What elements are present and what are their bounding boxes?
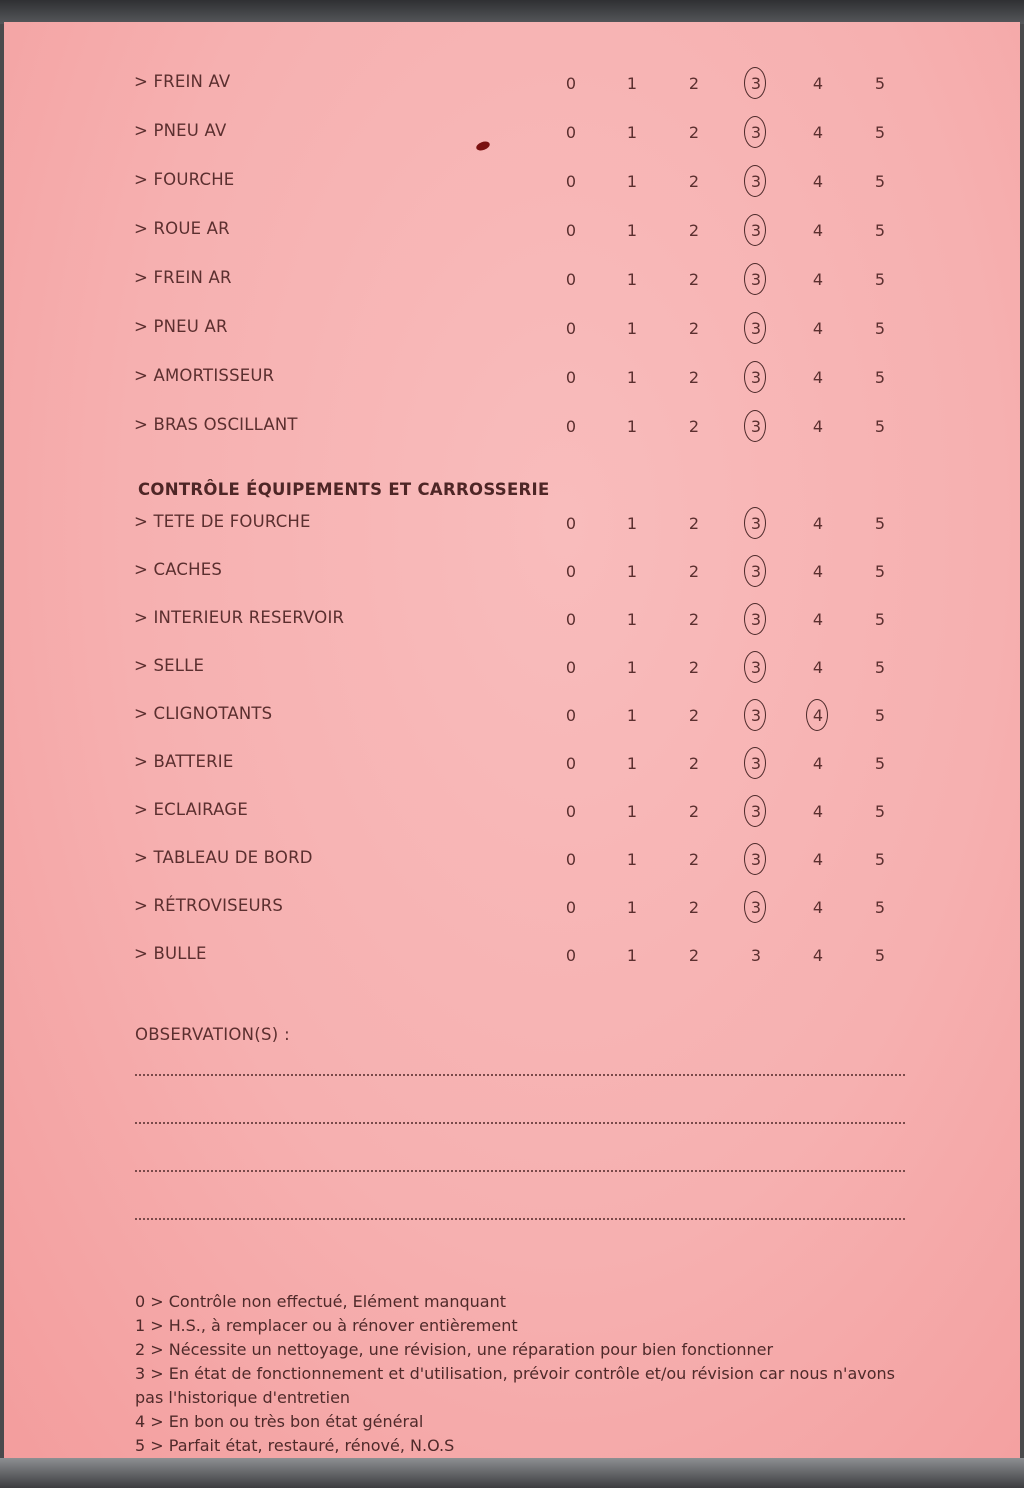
inspection-row [4, 360, 1020, 394]
score-option[interactable]: 1 [626, 514, 638, 533]
score-option[interactable]: 1 [626, 802, 638, 821]
inspection-row [4, 213, 1020, 247]
score-option[interactable]: 0 [565, 706, 577, 725]
inspection-row [4, 650, 1020, 684]
score-option[interactable]: 1 [626, 754, 638, 773]
score-option[interactable]: 5 [874, 221, 886, 240]
score-option[interactable]: 4 [812, 754, 824, 773]
inspection-row [4, 409, 1020, 443]
inspection-item-label: > SELLE [134, 656, 205, 675]
score-option[interactable]: 5 [874, 562, 886, 581]
score-option[interactable]: 3 [750, 946, 762, 965]
score-option[interactable]: 5 [874, 706, 886, 725]
score-circled[interactable]: 3 [743, 221, 769, 240]
observation-line [135, 1122, 905, 1124]
observation-line [135, 1170, 905, 1172]
score-circled[interactable]: 4 [805, 706, 831, 725]
score-option[interactable]: 0 [565, 270, 577, 289]
score-option[interactable]: 2 [688, 658, 700, 677]
score-option[interactable]: 2 [688, 417, 700, 436]
inspection-item-label: > BRAS OSCILLANT [134, 415, 298, 434]
score-option[interactable]: 2 [688, 898, 700, 917]
inspection-row [4, 164, 1020, 198]
score-option[interactable]: 1 [626, 658, 638, 677]
inspection-row [4, 794, 1020, 828]
section-title: CONTRÔLE ÉQUIPEMENTS ET CARROSSERIE [138, 480, 550, 499]
inspection-item-label: > ECLAIRAGE [134, 800, 248, 819]
score-option[interactable]: 5 [874, 514, 886, 533]
score-option[interactable]: 0 [565, 123, 577, 142]
score-option[interactable]: 2 [688, 368, 700, 387]
inspection-item-label: > ROUE AR [134, 219, 230, 238]
score-option[interactable]: 1 [626, 706, 638, 725]
score-option[interactable]: 4 [812, 850, 824, 869]
inspection-item-label: > BULLE [134, 944, 207, 963]
score-option[interactable]: 0 [565, 319, 577, 338]
score-option[interactable]: 5 [874, 610, 886, 629]
score-option[interactable]: 1 [626, 562, 638, 581]
score-option[interactable]: 0 [565, 562, 577, 581]
score-option[interactable]: 1 [626, 417, 638, 436]
score-circled[interactable]: 3 [743, 658, 769, 677]
score-option[interactable]: 5 [874, 898, 886, 917]
score-option[interactable]: 1 [626, 74, 638, 93]
score-option[interactable]: 4 [812, 319, 824, 338]
score-circled[interactable]: 3 [743, 172, 769, 191]
score-option[interactable]: 4 [812, 898, 824, 917]
score-option[interactable]: 2 [688, 754, 700, 773]
legend-item: 1 > H.S., à remplacer ou à rénover entièrement [135, 1316, 518, 1335]
score-circled[interactable]: 3 [743, 562, 769, 581]
score-circled[interactable]: 3 [743, 754, 769, 773]
score-option[interactable]: 0 [565, 417, 577, 436]
score-circled[interactable]: 3 [743, 74, 769, 93]
score-option[interactable]: 1 [626, 172, 638, 191]
inspection-row [4, 554, 1020, 588]
score-circled[interactable]: 3 [743, 802, 769, 821]
score-circled[interactable]: 3 [743, 610, 769, 629]
score-option[interactable]: 4 [812, 123, 824, 142]
legend-item: 0 > Contrôle non effectué, Elément manquant [135, 1292, 506, 1311]
score-option[interactable]: 0 [565, 802, 577, 821]
score-circled[interactable]: 3 [743, 850, 769, 869]
inspection-item-label: > RÉTROVISEURS [134, 896, 284, 915]
score-option[interactable]: 2 [688, 802, 700, 821]
score-option[interactable]: 0 [565, 754, 577, 773]
scanner-edge-bottom [0, 1458, 1024, 1488]
score-option[interactable]: 1 [626, 850, 638, 869]
scanner-edge-top [0, 0, 1024, 24]
inspection-row [4, 66, 1020, 100]
inspection-item-label: > FOURCHE [134, 170, 235, 189]
score-option[interactable]: 4 [812, 270, 824, 289]
score-circled[interactable]: 3 [743, 123, 769, 142]
score-option[interactable]: 5 [874, 123, 886, 142]
score-option[interactable]: 4 [812, 221, 824, 240]
score-option[interactable]: 2 [688, 514, 700, 533]
score-option[interactable]: 0 [565, 898, 577, 917]
inspection-item-label: > CLIGNOTANTS [134, 704, 273, 723]
score-circled[interactable]: 3 [743, 368, 769, 387]
score-option[interactable]: 2 [688, 706, 700, 725]
score-option[interactable]: 1 [626, 319, 638, 338]
inspection-row [4, 746, 1020, 780]
score-option[interactable]: 1 [626, 123, 638, 142]
legend-item: 3 > En état de fonctionnement et d'utilisation, prévoir contrôle et/ou révision car nous n'avons pas l'historique d'entretien [135, 1364, 895, 1407]
score-option[interactable]: 0 [565, 658, 577, 677]
inspection-row [4, 311, 1020, 345]
inspection-row [4, 890, 1020, 924]
legend-item: 2 > Nécessite un nettoyage, une révision, une réparation pour bien fonctionner [135, 1340, 774, 1359]
inspection-item-label: > FREIN AV [134, 72, 231, 91]
inspection-row [4, 115, 1020, 149]
inspection-row [4, 506, 1020, 540]
score-option[interactable]: 5 [874, 754, 886, 773]
score-option[interactable]: 4 [812, 562, 824, 581]
score-option[interactable]: 5 [874, 319, 886, 338]
inspection-item-label: > INTERIEUR RESERVOIR [134, 608, 345, 627]
score-option[interactable]: 1 [626, 221, 638, 240]
inspection-row [4, 262, 1020, 296]
score-circled[interactable]: 3 [743, 319, 769, 338]
inspection-row [4, 602, 1020, 636]
score-option[interactable]: 2 [688, 610, 700, 629]
score-option[interactable]: 1 [626, 946, 638, 965]
inspection-item-label: > TETE DE FOURCHE [134, 512, 311, 531]
inspection-item-label: > CACHES [134, 560, 223, 579]
score-option[interactable]: 5 [874, 802, 886, 821]
score-circled[interactable]: 3 [743, 706, 769, 725]
score-option[interactable]: 4 [812, 610, 824, 629]
observation-line [135, 1074, 905, 1076]
score-option[interactable]: 4 [812, 417, 824, 436]
score-option[interactable]: 2 [688, 74, 700, 93]
score-circled[interactable]: 3 [743, 898, 769, 917]
score-option[interactable]: 4 [812, 946, 824, 965]
score-option[interactable]: 2 [688, 172, 700, 191]
inspection-item-label: > TABLEAU DE BORD [134, 848, 313, 867]
score-option[interactable]: 0 [565, 514, 577, 533]
score-option[interactable]: 2 [688, 946, 700, 965]
score-option[interactable]: 1 [626, 368, 638, 387]
inspection-row [4, 842, 1020, 876]
score-option[interactable]: 5 [874, 417, 886, 436]
legend-item: 4 > En bon ou très bon état général [135, 1412, 424, 1431]
score-option[interactable]: 2 [688, 319, 700, 338]
observation-title: OBSERVATION(S) : [135, 1025, 290, 1044]
score-option[interactable]: 1 [626, 270, 638, 289]
score-option[interactable]: 4 [812, 802, 824, 821]
inspection-item-label: > PNEU AV [134, 121, 227, 140]
score-option[interactable]: 0 [565, 221, 577, 240]
score-option[interactable]: 5 [874, 946, 886, 965]
score-option[interactable]: 0 [565, 946, 577, 965]
inspection-row [4, 698, 1020, 732]
inspection-item-label: > AMORTISSEUR [134, 366, 275, 385]
inspection-item-label: > BATTERIE [134, 752, 234, 771]
inspection-sheet [4, 22, 1020, 1460]
rating-legend [135, 1290, 895, 1458]
inspection-item-label: > FREIN AR [134, 268, 232, 287]
score-option[interactable]: 4 [812, 172, 824, 191]
score-option[interactable]: 4 [812, 368, 824, 387]
score-option[interactable]: 4 [812, 514, 824, 533]
score-circled[interactable]: 3 [743, 514, 769, 533]
score-option[interactable]: 2 [688, 850, 700, 869]
score-option[interactable]: 0 [565, 74, 577, 93]
score-option[interactable]: 2 [688, 562, 700, 581]
score-option[interactable]: 5 [874, 74, 886, 93]
observation-line [135, 1218, 905, 1220]
legend-item: 5 > Parfait état, restauré, rénové, N.O.S [135, 1436, 455, 1455]
score-option[interactable]: 0 [565, 610, 577, 629]
score-option[interactable]: 5 [874, 368, 886, 387]
score-option[interactable]: 2 [688, 270, 700, 289]
score-option[interactable]: 1 [626, 610, 638, 629]
score-option[interactable]: 1 [626, 898, 638, 917]
score-option[interactable]: 0 [565, 368, 577, 387]
score-option[interactable]: 4 [812, 658, 824, 677]
score-option[interactable]: 2 [688, 221, 700, 240]
score-option[interactable]: 2 [688, 123, 700, 142]
score-option[interactable]: 4 [812, 74, 824, 93]
score-option[interactable]: 5 [874, 658, 886, 677]
score-option[interactable]: 0 [565, 850, 577, 869]
score-option[interactable]: 0 [565, 172, 577, 191]
score-option[interactable]: 5 [874, 270, 886, 289]
inspection-row [4, 938, 1020, 972]
score-circled[interactable]: 3 [743, 417, 769, 436]
score-circled[interactable]: 3 [743, 270, 769, 289]
score-option[interactable]: 5 [874, 850, 886, 869]
inspection-item-label: > PNEU AR [134, 317, 228, 336]
score-option[interactable]: 5 [874, 172, 886, 191]
